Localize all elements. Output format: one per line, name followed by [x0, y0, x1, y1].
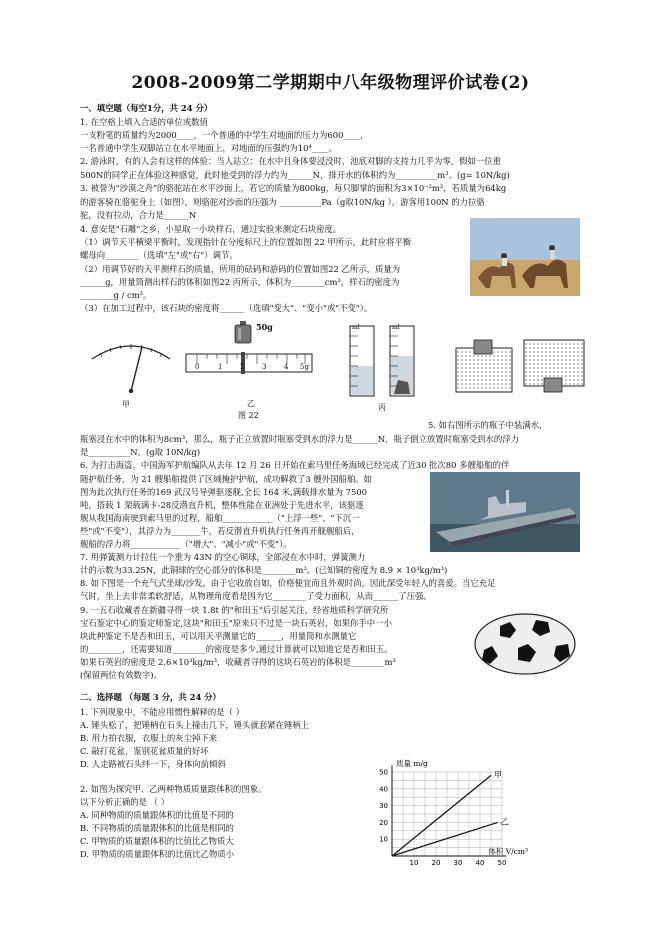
question-line: 以下分析正确的是 （ ）	[80, 797, 170, 807]
question-line: 1. 下列现象中，不能应用惯性解释的是（ ）	[80, 707, 245, 717]
figure-label-bing: 丙	[378, 403, 386, 412]
text-line: （1）调节天平横梁平衡时，发现指针在分度标尺上的位置如图 22 甲所示，此时应将平衡	[80, 237, 412, 247]
text-line: 宝石鉴定中心的鉴定师鉴定,这块"和田玉"原来只不过是一块石英岩，如果你手中一小	[80, 618, 392, 628]
x-tick-label: 20	[431, 859, 441, 867]
text-line: 1. 在空格上填入合适的单位或数值	[80, 117, 208, 127]
y-tick-label: 40	[379, 785, 388, 794]
scale-tick: 3	[262, 363, 267, 371]
text-line: 9. 一五石收藏者在新疆寻得一块 1.8t 的"和田玉"后引起关注，经省地质科学研究所	[80, 605, 389, 615]
graduated-cylinders	[346, 322, 420, 398]
text-line: 舰船的浮力将____________（"增大"、"减小"或"不变"）。	[80, 539, 292, 549]
figure-label-jia: 甲	[122, 400, 130, 409]
y-tick-label: 10	[379, 835, 388, 844]
text-line: 图为此次执行任务的169 武汉号导弹驱逐舰,全长 164 米,满载排水量为 7500	[80, 487, 368, 497]
cylinder-unit: ml	[352, 324, 360, 331]
weight-icon	[232, 320, 254, 344]
x-tick-label: 40	[475, 859, 485, 867]
text-line: 如果石英岩的密度是 2.6×10³kg/m³，收藏者寻得的这块石英岩的体积是________m³	[80, 657, 396, 667]
option-c: C. 敲打花盆，鉴别花盆质量的好坏	[80, 746, 209, 756]
question-line: 2. 如图为探究甲、乙两种物质质量跟体积的图象。	[80, 784, 267, 794]
text-line: （3）在加工过程中，该石块的密度将______（选填"变大"、"变小"或"不变"）。	[80, 303, 373, 313]
text-line: 3. 被誉为"沙漠之舟"的骆驼站在水平沙面上，若它的质量为800kg，每只脚掌的面积为3×10⁻²m²，若质量为64kg	[80, 183, 507, 193]
text-line: 是__________N。(g取 10N/kg)	[80, 447, 201, 457]
text-line: 4. 意安是"石雕"之乡，小星取一小块样石，通过实验来测定石块密度。	[80, 224, 342, 234]
text-line: ________g / cm³。	[80, 290, 152, 300]
x-tick-label: 30	[453, 859, 463, 867]
text-line: 驼，没有拉动，合力是______N	[80, 210, 197, 220]
option-d: D. 人走路被石头绊一下，身体向前倾斜	[80, 759, 226, 769]
x-tick-label: 10	[409, 859, 419, 867]
rider-scale	[185, 350, 315, 378]
option-b: B. 用力拍衣服，衣服上的灰尘掉下来	[80, 733, 218, 743]
x-tick-label: 50	[497, 859, 507, 867]
scale-tick: 5g	[300, 363, 309, 371]
scale-tick: 2	[240, 363, 245, 371]
text-line: 舰从我国海南驶到索马里的过程，船舶____________（"上浮一些"、"下沉一	[80, 513, 360, 523]
text-line: 一支粉笔的质量约为2000____，一个普通的中学生对地面的压力为600____，	[80, 130, 369, 140]
option-a: A. 锤头松了，把锤柄在石头上撞击几下，锤头就套紧在锤柄上	[80, 720, 310, 730]
text-line: 5. 如右图所示的瓶子中装满水,	[428, 420, 542, 430]
text-line: 块此种鉴定不是否和田玉，可以用天平测量它的______，用量筒和水测量它	[80, 631, 357, 641]
text-line: ______g，用量筒测出样石的体积如图22 丙所示，体积为________cm³，样石的密度为	[80, 277, 400, 287]
text-line: (保留两位有效数字)。	[80, 670, 162, 680]
bottle-figure	[452, 338, 590, 394]
series-line	[392, 775, 491, 856]
text-line: 些"或"不变"），其浮力为_______牛，若反潜直升机执行任务再开舰舰船后，	[80, 526, 360, 536]
x-axis-label: 体积 V/cm³	[488, 847, 528, 856]
series-label: 甲	[494, 770, 502, 780]
chart-series-group	[392, 775, 498, 856]
page-title: 2008-2009第二学期期中八年级物理评价试卷(2)	[131, 73, 530, 93]
text-line: 瓶塞浸在水中的体积为8cm³，那么，瓶子正立放置时瓶塞受到水的浮力是______N，瓶子倒立放置时瓶塞受到水的浮力	[80, 434, 520, 444]
y-tick-label: 20	[379, 818, 388, 827]
text-line: 一名普通中学生双脚站立在水平地面上，对地面的压强约为10⁴____。	[80, 143, 337, 153]
text-line: 气时，坐上去非常柔软舒适，从物理角度看是因为它________了受力面积，从而______了压强。	[80, 591, 432, 601]
text-line: 的游客骑在骆驼身上（如图），则骆驼对沙面的压强为 __________Pa（g取10N/kg ）。游客用100N 的力拉骆	[80, 197, 485, 207]
balance-pointer-figure	[86, 325, 176, 395]
camel-photo	[470, 218, 580, 296]
text-line: （2）用调节好的天平测样石的质量，所用的砝码和游码的位置如图22 乙所示，质量为	[80, 264, 401, 274]
y-tick-label: 50	[379, 768, 388, 777]
section1-header: 一、填空题（每空1分，共 24 分）	[80, 103, 213, 113]
ball-sofa-photo	[470, 606, 580, 676]
text-line: 的________，还需要知道________的密度是多少,通过计算就可以知道它是否和田玉。	[80, 644, 393, 654]
text-line: 6. 为打击海盗，中国海军护航编队从去年 12 月 26 日开始在索马里任务海域已经完成了近30 批次80 多艘船舶的伴	[80, 460, 510, 470]
y-tick-label: 30	[379, 802, 388, 811]
text-line: 吨，搭载 1 架载满卡-28反潜直升机，整体性能在亚洲处于先进水平，该驱逐	[80, 500, 364, 510]
mass-volume-chart	[360, 758, 530, 868]
text-line: 7. 用弹簧测力计拉住一个重为 43N 的空心铜球，全部浸在水中时，弹簧测力	[80, 552, 366, 562]
option-d: D. 甲物质的质量跟体积的比值比乙物质小	[80, 849, 235, 859]
scale-tick: 1	[218, 363, 223, 371]
figure-label-yi: 乙	[247, 399, 255, 408]
chart-tick-labels	[379, 758, 528, 867]
warship-photo	[430, 472, 580, 552]
option-a: A. 同种物质的质量跟体积的比值是不同的	[80, 810, 234, 820]
chart-grid	[392, 772, 502, 856]
section2-header: 二、选择题 （每题 3 分，共 24 分）	[80, 692, 221, 702]
cylinder-unit: ml	[392, 324, 400, 331]
text-line: 500N的同学正在体验这种感觉，此时他受到的浮力约为______N，排开水的体积约为__________m³。(g= 10N/kg)	[80, 170, 510, 180]
text-line: 2. 游泳时，有的人会有这样的体验：当人站立：在水中且身体要浸没时，池底对脚的支持力几乎为零，假如一位重	[80, 156, 502, 166]
text-line: 随护航任务，为 21 艘船舶提供了区域掩护护航，成功解救了3 艘外国船舶。如	[80, 474, 372, 484]
weight-label: 50g	[256, 322, 273, 332]
text-line: 计的示数为33.25N，此铜球的空心部分的体积是________m³。(已知铜的密度为 8.9 × 10³kg/m³)	[80, 565, 448, 575]
series-label: 乙	[500, 817, 509, 827]
text-line: 8. 如下图是一个充气式坐球/沙发，由于它收放自如，价格便宜而且外观时尚，因此深受年轻人的喜爱。当它充足	[80, 578, 496, 588]
figure-caption: 图 22	[238, 411, 259, 420]
option-b: B. 不同物质的质量跟体积的比值是相同的	[80, 823, 234, 833]
y-axis-label: 质量 m/g	[396, 759, 428, 768]
scale-tick: 0	[195, 363, 200, 371]
scale-tick: 4	[284, 363, 289, 371]
text-line: 螺母向________（选填"左"或"右"）调节。	[80, 250, 238, 260]
option-c: C. 甲物质的质量跟体积的比值比乙物质大	[80, 836, 234, 846]
